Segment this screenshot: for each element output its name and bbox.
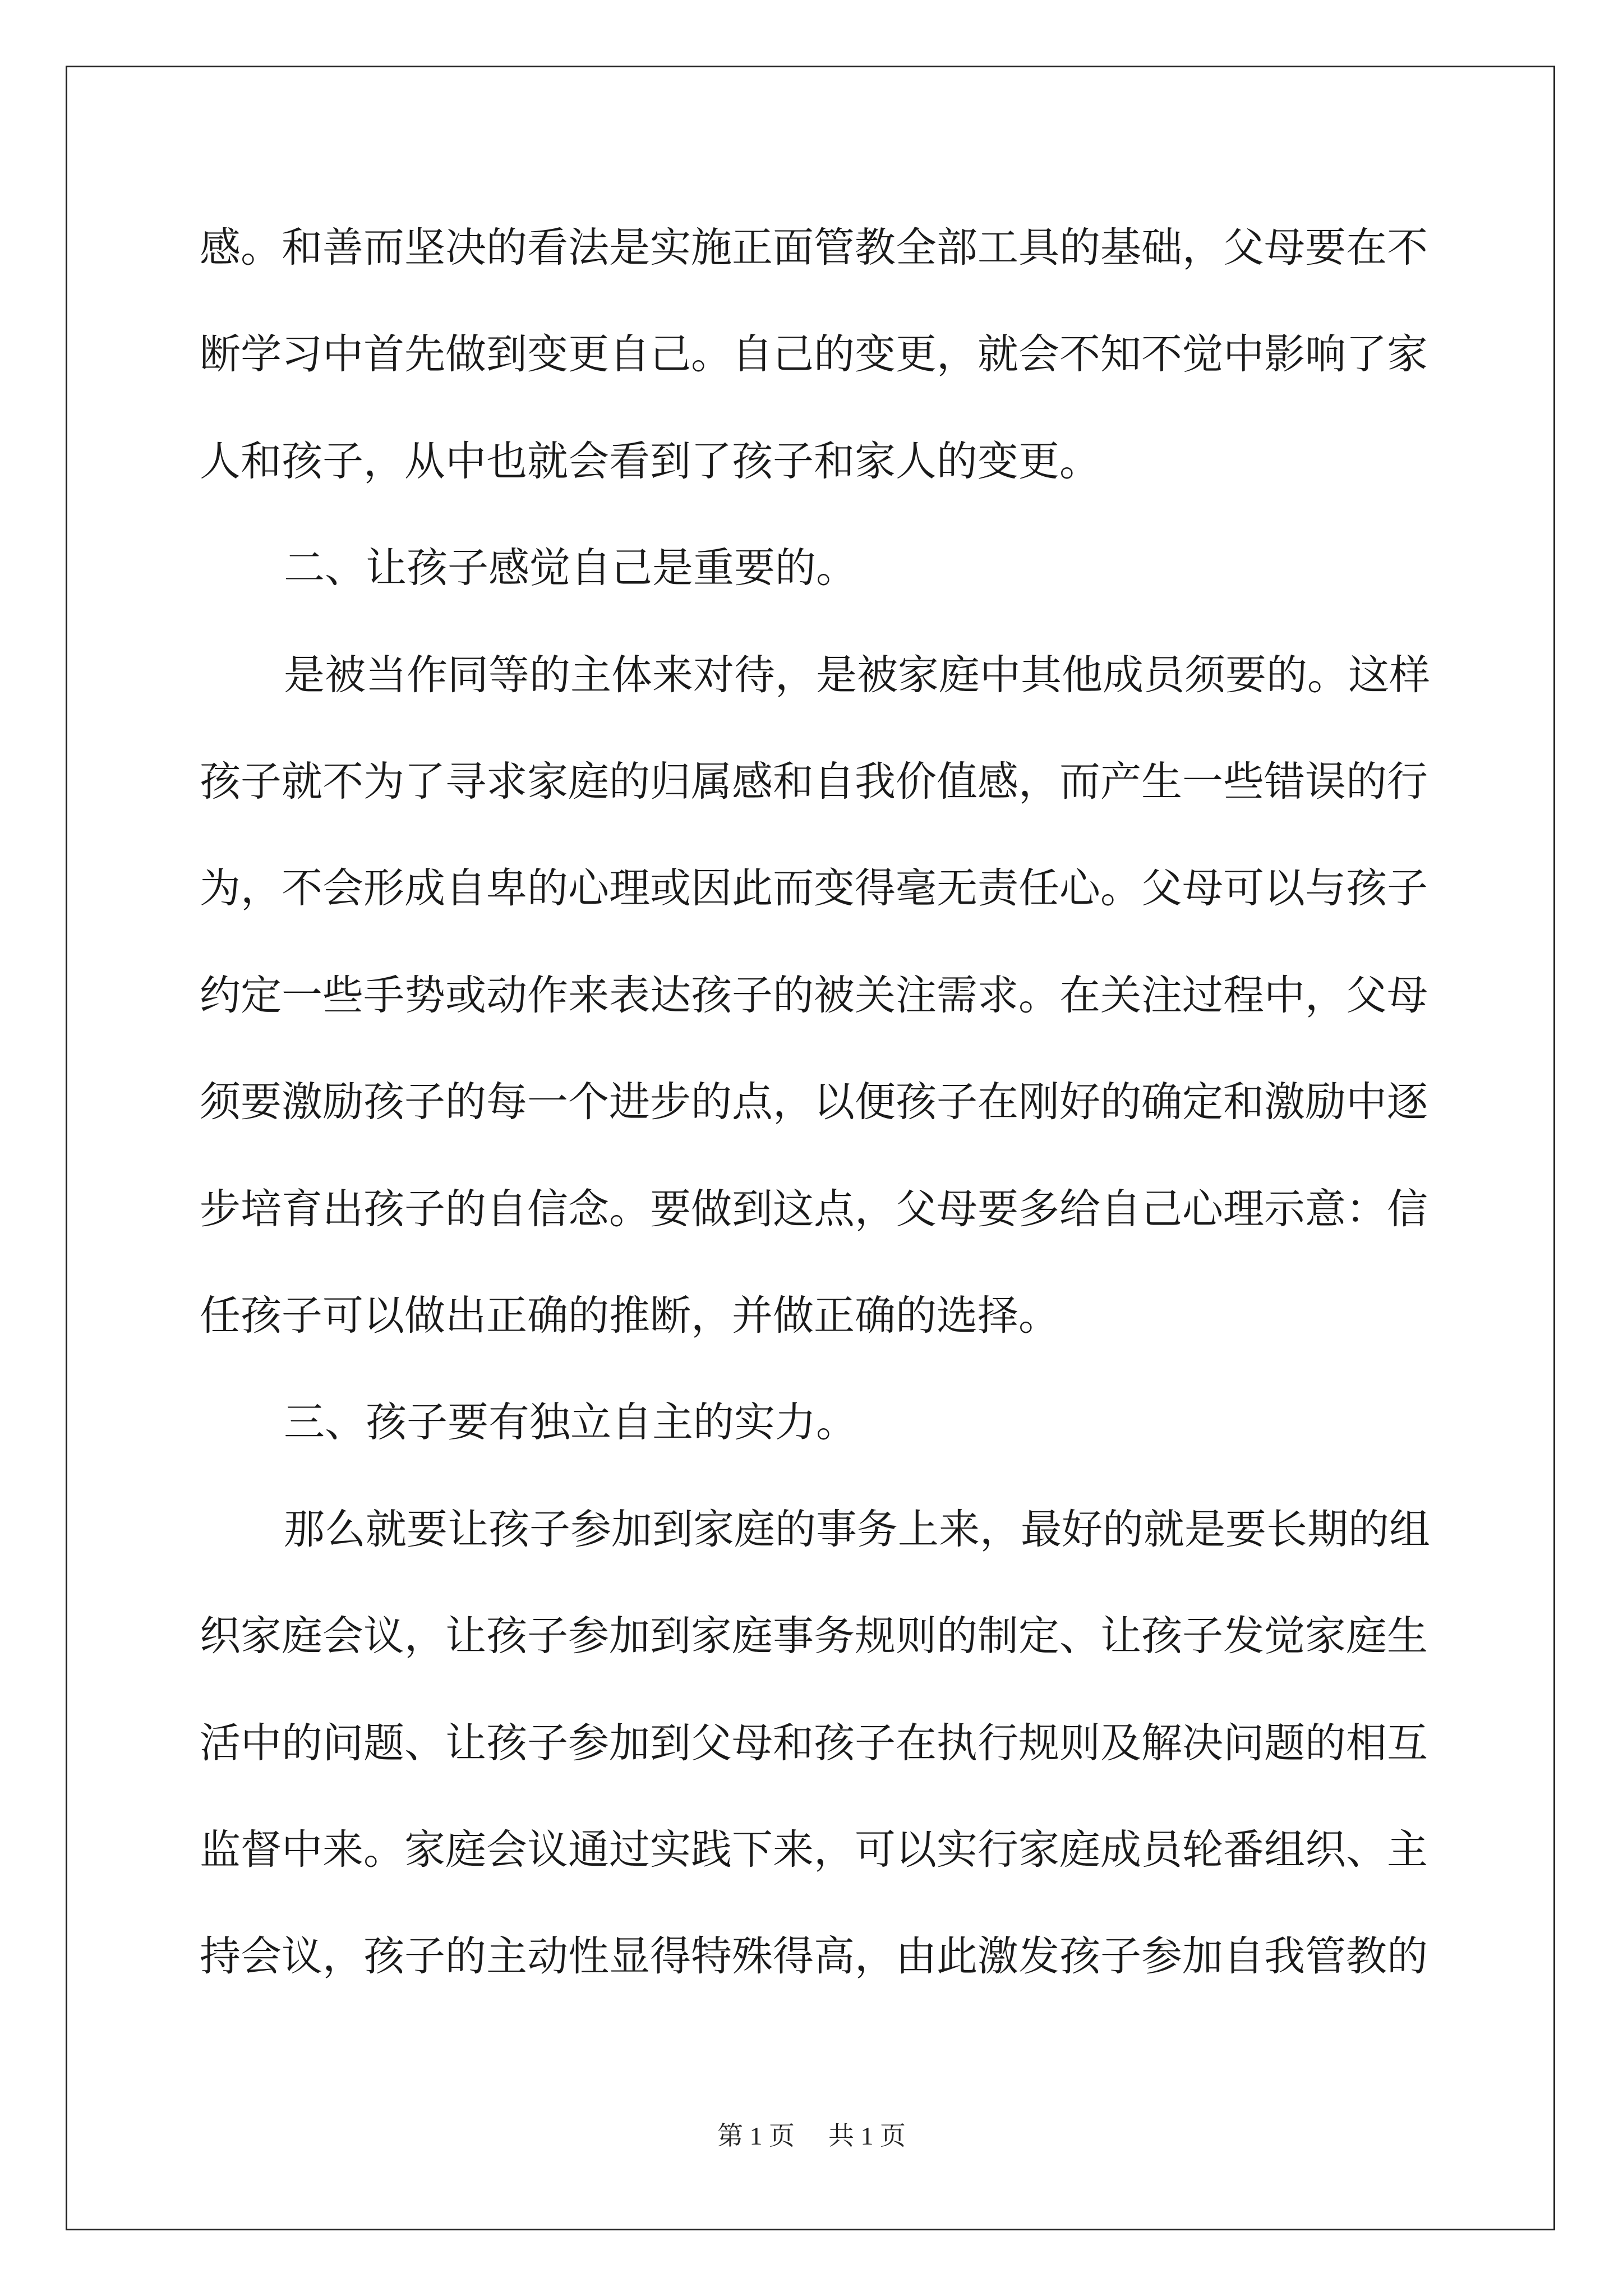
page-border: [66, 66, 1555, 2230]
page-total: 共 1 页: [828, 2122, 906, 2150]
text-line: 约定一些手势或动作来表达孩子的被关注需求。在关注过程中，父母: [200, 972, 1428, 1019]
section-heading: 二、让孩子感觉自己是重要的。: [284, 544, 857, 592]
text-line: 为，不会形成自卑的心理或因此而变得毫无责任心。父母可以与孩子: [200, 864, 1428, 912]
text-line: 任孩子可以做出正确的推断，并做正确的选择。: [200, 1292, 1059, 1340]
text-line: 人和孩子，从中也就会看到了孩子和家人的变更。: [200, 438, 1100, 485]
section-heading: 三、孩子要有独立自主的实力。: [284, 1398, 857, 1446]
text-line: 孩子就不为了寻求家庭的归属感和自我价值感，而产生一些错误的行: [200, 758, 1428, 806]
text-line: 活中的问题、让孩子参加到父母和孩子在执行规则及解决问题的相互: [200, 1719, 1428, 1767]
page-number: 第 1 页: [717, 2122, 795, 2150]
text-line: 那么就要让孩子参加到家庭的事务上来，最好的就是要长期的组: [284, 1506, 1430, 1553]
text-line: 织家庭会议，让孩子参加到家庭事务规则的制定、让孩子发觉家庭生: [200, 1612, 1428, 1660]
text-line: 断学习中首先做到变更自己。自己的变更，就会不知不觉中影响了家: [200, 330, 1428, 378]
text-line: 监督中来。家庭会议通过实践下来，可以实行家庭成员轮番组织、主: [200, 1826, 1428, 1874]
text-line: 持会议，孩子的主动性显得特殊得高，由此激发孩子参加自我管教的: [200, 1932, 1428, 1980]
text-line: 步培育出孩子的自信念。要做到这点，父母要多给自己心理示意：信: [200, 1185, 1428, 1233]
page-footer: [0, 2119, 1623, 2153]
text-line: 是被当作同等的主体来对待，是被家庭中其他成员须要的。这样: [284, 651, 1430, 699]
text-line: 感。和善而坚决的看法是实施正面管教全部工具的基础，父母要在不: [200, 224, 1428, 272]
text-line: 须要激励孩子的每一个进步的点，以便孩子在刚好的确定和激励中逐: [200, 1078, 1428, 1126]
